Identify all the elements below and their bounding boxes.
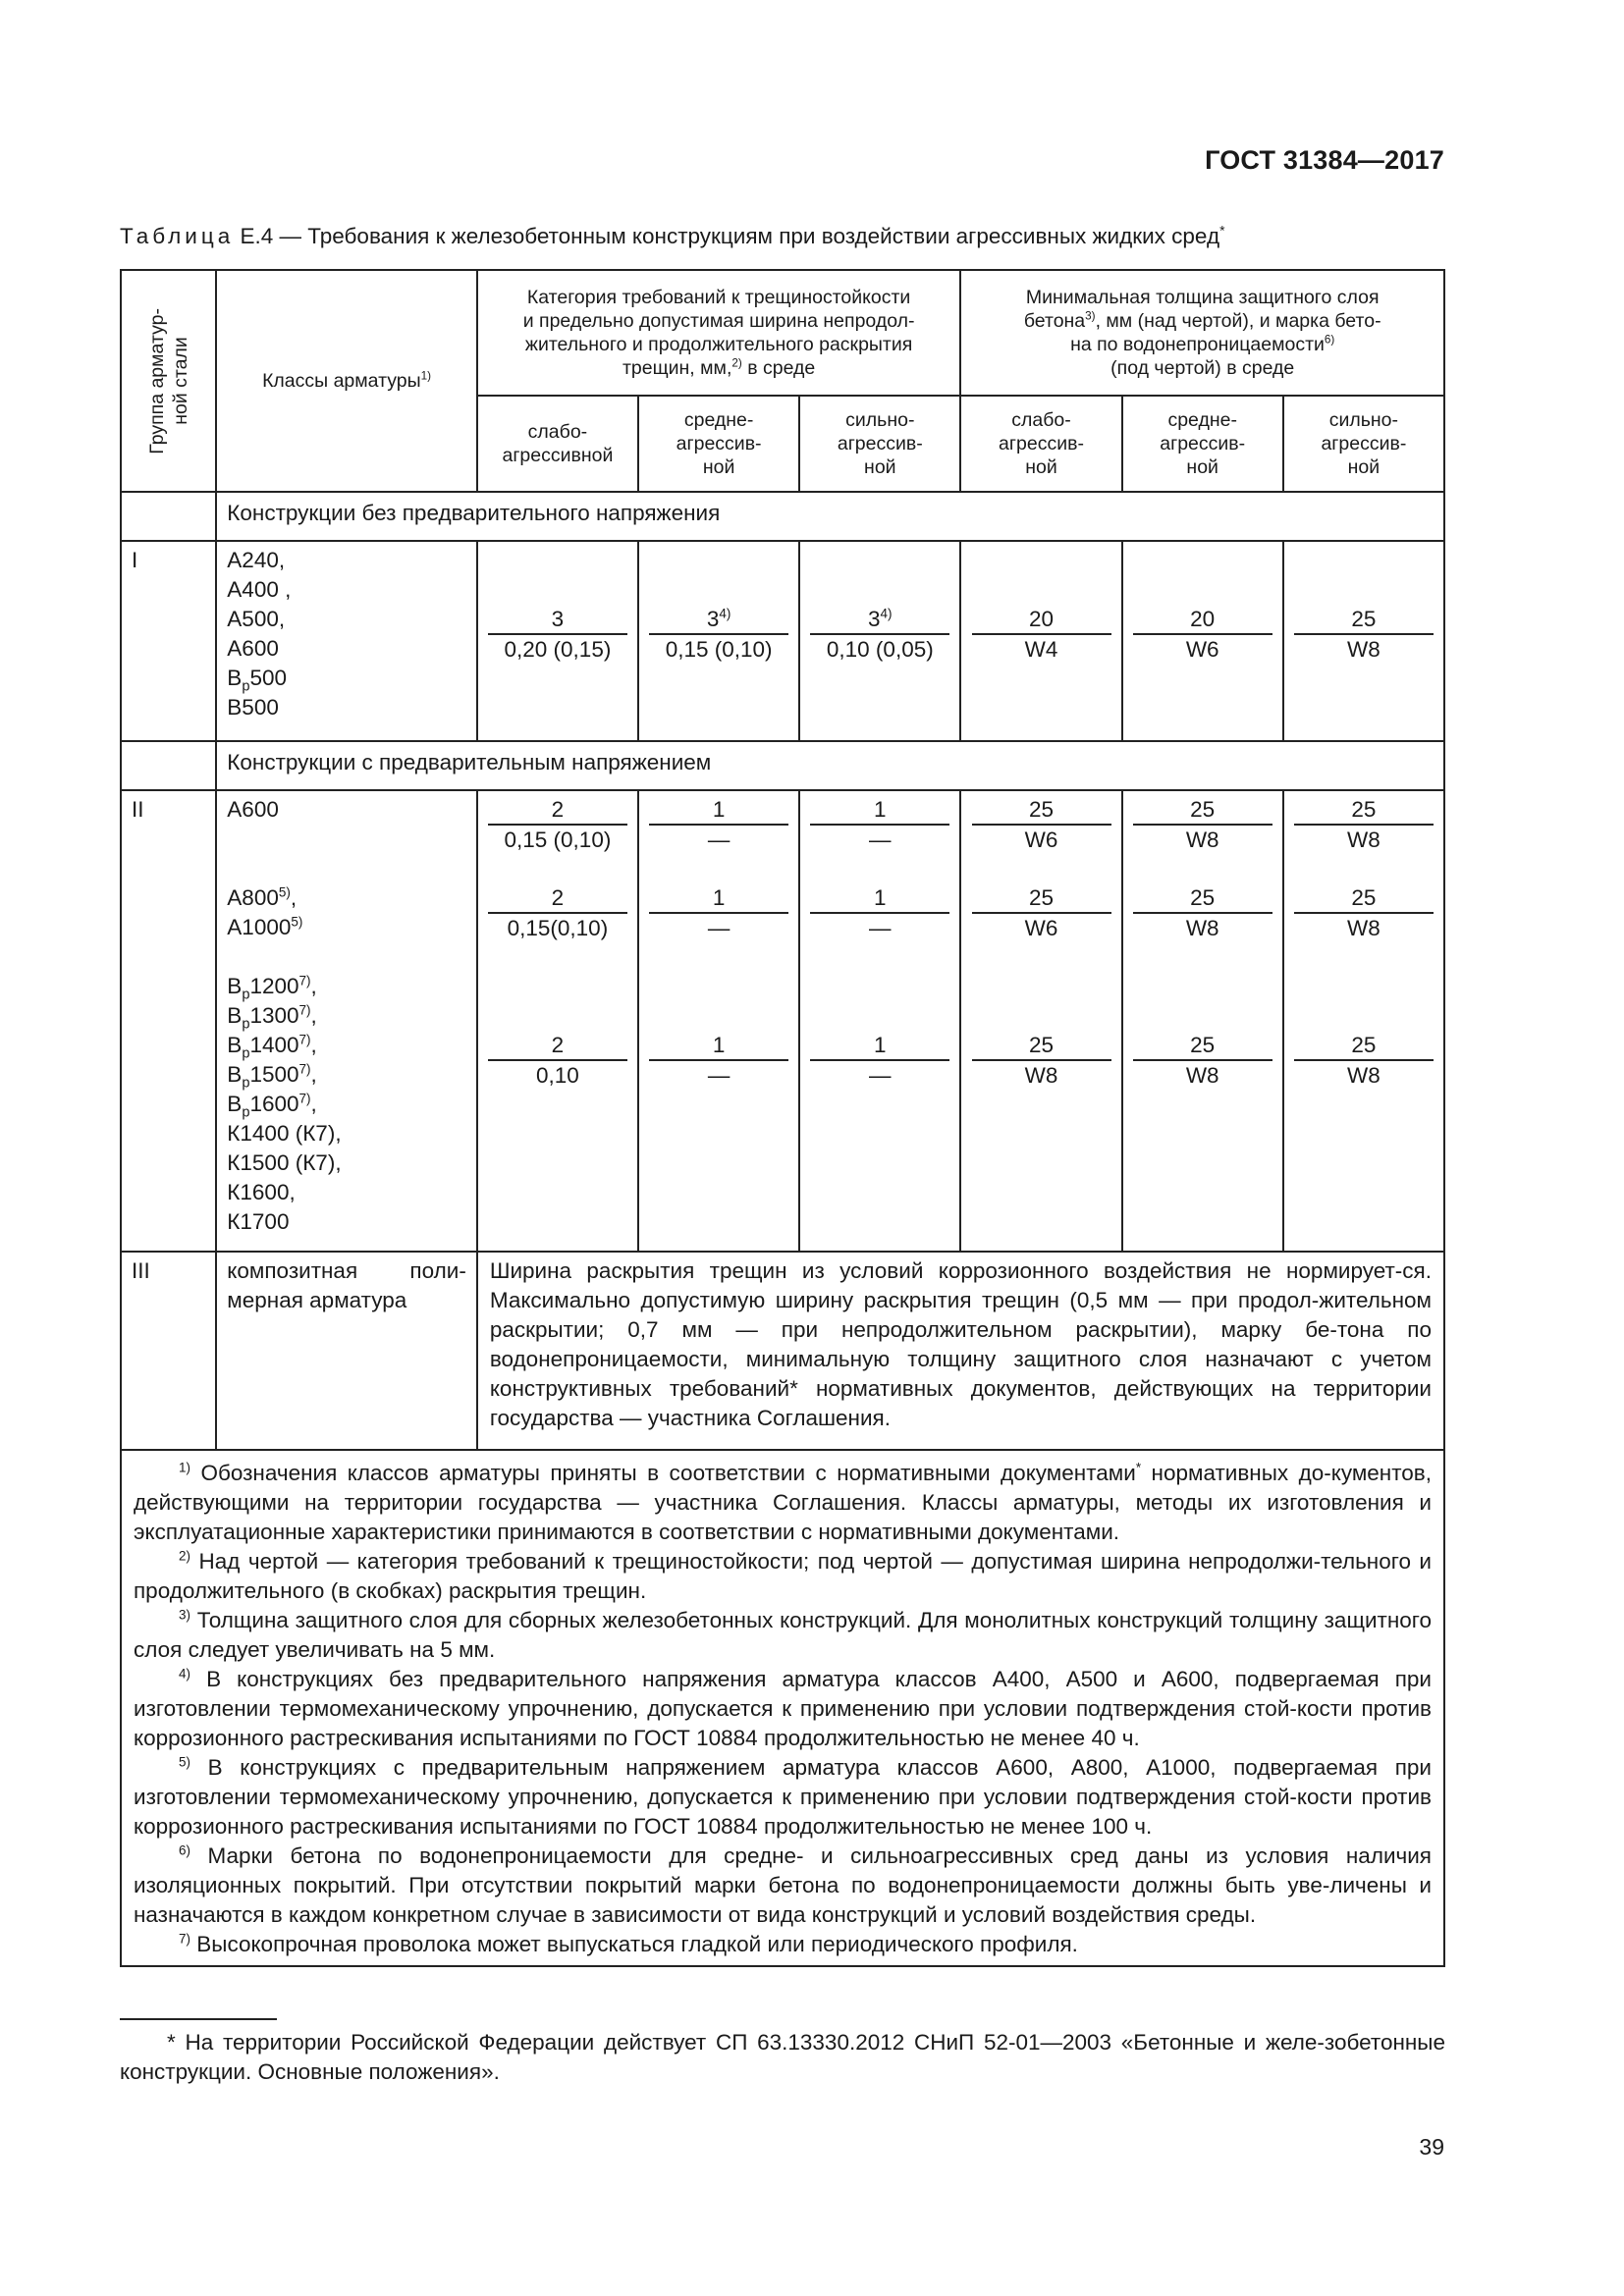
page-footnote: * На территории Российской Федерации действует СП 63.13330.2012 СНиП 52-01—2003 «Бетонные и желе-зобетонные конструкции. Основные положения». — [120, 2030, 1445, 2084]
class-label: К1600, — [227, 1180, 296, 1204]
section-empty-cell — [121, 492, 216, 541]
note-1 — [134, 1459, 1432, 1547]
numerator: 25 — [1294, 796, 1434, 826]
footnote-ref: 2) — [179, 1548, 191, 1564]
footnote-ref: 1) — [179, 1460, 191, 1475]
fraction — [800, 605, 959, 664]
footnote-ref: * — [1135, 1460, 1142, 1475]
denominator: 0,15 (0,10) — [665, 637, 773, 662]
subheader-cover-medium: средне- агрессив- ной — [1122, 396, 1283, 492]
class-subscript: р — [242, 1016, 250, 1033]
subheader-crack-weak: слабо- агрессивной — [477, 396, 638, 492]
fraction — [961, 1031, 1120, 1090]
class-label — [227, 1031, 466, 1060]
header-cover-line — [965, 309, 1439, 333]
class-label — [227, 1001, 466, 1031]
numerator: 25 — [1294, 1032, 1434, 1061]
numerator: 25 — [1133, 796, 1272, 826]
fraction — [961, 795, 1120, 854]
class-letter: В — [227, 1033, 243, 1057]
page-number: 39 — [1419, 2134, 1444, 2160]
note-7 — [134, 1930, 1432, 1959]
numerator-value: 3 — [706, 607, 720, 631]
group-label: III — [121, 1252, 216, 1450]
header-cover-text: на по водонепроницаемости — [1070, 334, 1325, 355]
header-classes — [216, 270, 477, 492]
subheader-cover-strong: сильно- агрессив- ной — [1283, 396, 1444, 492]
header-cover-text: бетона — [1023, 310, 1086, 332]
footnote-ref: 6) — [1324, 333, 1335, 347]
numerator: 25 — [1294, 606, 1434, 635]
numerator: 1 — [810, 884, 949, 914]
footnote-ref: 7) — [179, 1931, 191, 1947]
numerator — [810, 606, 949, 635]
footnote-ref: 5) — [291, 914, 303, 930]
value-cell — [638, 790, 799, 1252]
group-label: II — [121, 790, 216, 1252]
value-cell — [1283, 541, 1444, 741]
class-label: А240, — [227, 548, 286, 572]
fraction — [478, 883, 637, 942]
denominator: W4 — [1024, 637, 1058, 662]
class-label: В500 — [227, 695, 279, 720]
denominator: 0,20 (0,15) — [504, 637, 612, 662]
class-label: мерная арматура — [227, 1288, 407, 1312]
value-cell — [960, 790, 1121, 1252]
numerator: 25 — [1294, 884, 1434, 914]
header-crack-line: и предельно допустимая ширина непродол- — [522, 310, 915, 332]
class-name: А1000 — [227, 915, 292, 939]
denominator: — — [707, 916, 731, 940]
header-crack-text: в среде — [741, 357, 816, 379]
numerator: 25 — [1133, 884, 1272, 914]
class-label: композитная поли- — [227, 1258, 466, 1283]
footnote-ref: 7) — [298, 1002, 311, 1018]
class-letter: В — [227, 666, 243, 690]
value-cell — [799, 541, 960, 741]
fraction — [478, 605, 637, 664]
fraction — [639, 1031, 798, 1090]
class-number: 1600 — [249, 1092, 299, 1116]
denominator: W8 — [1185, 1063, 1219, 1088]
denominator: — — [869, 1063, 892, 1088]
fraction — [1284, 795, 1443, 854]
section-non-prestressed: Конструкции без предварительного напряжения — [216, 492, 1444, 541]
class-label — [227, 972, 466, 1001]
fraction — [1284, 605, 1443, 664]
class-letter: В — [227, 974, 243, 998]
caption-prefix: Таблица — [120, 224, 235, 248]
header-cover-line — [965, 333, 1439, 356]
spacer — [227, 825, 466, 883]
denominator: — — [707, 1063, 731, 1088]
numerator: 1 — [649, 796, 788, 826]
numerator: 1 — [649, 1032, 788, 1061]
note-text: В конструкциях без предварительного напряжения арматура классов А400, А500 и А600, подвергаемая при изготовлении термомеханическому упрочнению, допускается к применению при условии подтверждения стой-кости против коррозионного растрескивания испытаниями по ГОСТ 10884 продолжительностью не менее 40 ч. — [134, 1667, 1432, 1750]
numerator: 20 — [1133, 606, 1272, 635]
footnote-separator — [120, 2018, 277, 2020]
fraction — [639, 795, 798, 854]
section-prestressed: Конструкции с предварительным напряжением — [216, 741, 1444, 790]
header-steel-group — [121, 270, 216, 492]
fraction — [800, 1031, 959, 1090]
denominator: W8 — [1347, 1063, 1380, 1088]
footnote-ref: 7) — [298, 1091, 311, 1106]
value-cell — [1283, 790, 1444, 1252]
class-letter: В — [227, 1062, 243, 1087]
fraction — [1123, 795, 1282, 854]
header-steel-group-text: Группа арматур- ной стали — [145, 307, 191, 454]
numerator: 25 — [1133, 1032, 1272, 1061]
numerator: 1 — [810, 796, 949, 826]
note-text: В конструкциях с предварительным напряжением арматура классов А600, А800, А1000, подвергаемая при изготовлении термомеханическому упрочнению, допускается к применению при условии подтверждения стой-кости против коррозионного растрескивания испытаниями по ГОСТ 10884 продолжительностью не менее 100 ч. — [134, 1755, 1432, 1839]
note-3 — [134, 1606, 1432, 1665]
group1-classes — [216, 541, 477, 741]
note-text: Обозначения классов арматуры приняты в соответствии с нормативными документами — [190, 1461, 1136, 1485]
class-letter: В — [227, 1092, 243, 1116]
class-label: К1400 (К7), — [227, 1121, 342, 1146]
class-tail: , — [310, 1003, 317, 1028]
class-subscript: р — [242, 1075, 250, 1092]
footnote-ref: 6) — [179, 1842, 191, 1858]
header-crack-line: жительного и продолжительного раскрытия — [524, 334, 913, 355]
denominator: — — [869, 828, 892, 852]
class-tail: , — [290, 885, 298, 910]
class-tail: , — [310, 974, 317, 998]
fraction — [478, 1031, 637, 1090]
subheader-crack-strong: сильно- агрессив- ной — [799, 396, 960, 492]
class-tail: , — [310, 1033, 317, 1057]
header-crack-line — [482, 356, 956, 380]
fraction — [639, 605, 798, 664]
denominator: W6 — [1185, 637, 1219, 662]
header-cover-line: (под чертой) в среде — [1110, 357, 1295, 379]
header-cover-text: , мм (над чертой), и марка бето- — [1095, 310, 1381, 332]
fraction — [1284, 1031, 1443, 1090]
denominator: W8 — [1347, 828, 1380, 852]
numerator: 20 — [972, 606, 1111, 635]
note-2 — [134, 1547, 1432, 1606]
fraction — [1123, 605, 1282, 664]
composite-requirements-text: Ширина раскрытия трещин из условий коррозионного воздействия не нормирует-ся. Максимально допустимую ширину раскрытия трещин (0,5 мм — при продол-жительном раскрытии; 0,7 мм — при непродолжительном раскрытии), марку бе-тона по водонепроницаемости, минимальную толщину защитного слоя назначают с учетом конструктивных требований* нормативных документов, действующих на территории государства — участника Соглашения. — [477, 1252, 1444, 1450]
note-text: Над чертой — категория требований к трещиностойкости; под чертой — допустимая ширина непродолжи-тельного и продолжительного (в скобках) раскрытия трещин. — [134, 1549, 1432, 1603]
numerator: 1 — [810, 1032, 949, 1061]
fraction — [639, 883, 798, 942]
footnote-ref: 3) — [179, 1607, 191, 1623]
document-id: ГОСТ 31384—2017 — [1205, 145, 1444, 175]
denominator: — — [707, 828, 731, 852]
denominator: W6 — [1024, 828, 1058, 852]
note-text: Марки бетона по водонепроницаемости для средне- и сильноагрессивных сред даны из условия наличия изоляционных покрытий. При отсутствии покрытий марки бетона по водонепроницаемости должны быть уве-личены и назначаются в каждом конкретном случае в зависимости от вида конструкций и условий воздействия среды. — [134, 1843, 1432, 1927]
denominator: — — [869, 916, 892, 940]
footnote-ref: 2) — [731, 356, 742, 370]
class-subscript: р — [242, 987, 250, 1003]
table-notes — [121, 1450, 1444, 1966]
value-cell — [799, 790, 960, 1252]
numerator: 25 — [972, 1032, 1111, 1061]
header-cover-line: Минимальная толщина защитного слоя — [1025, 287, 1380, 308]
group2-classes — [216, 790, 477, 1252]
class-label: А600 — [227, 636, 279, 661]
numerator — [649, 606, 788, 635]
requirements-table — [120, 269, 1445, 1967]
value-cell — [1122, 790, 1283, 1252]
footnote-ref: 4) — [179, 1666, 191, 1682]
numerator: 25 — [972, 884, 1111, 914]
class-label: К1500 (К7), — [227, 1150, 342, 1175]
class-number: 1500 — [249, 1062, 299, 1087]
denominator: W8 — [1347, 637, 1380, 662]
denominator: 0,15 (0,10) — [504, 828, 612, 852]
group-label: I — [121, 541, 216, 741]
footnote-ref: 7) — [298, 1061, 311, 1077]
numerator: 2 — [488, 796, 627, 826]
numerator: 25 — [972, 796, 1111, 826]
note-6 — [134, 1842, 1432, 1930]
numerator: 3 — [488, 606, 627, 635]
value-cell — [638, 541, 799, 741]
note-5 — [134, 1753, 1432, 1842]
class-label — [227, 1090, 466, 1119]
class-tail: , — [310, 1062, 317, 1087]
section-empty-cell — [121, 741, 216, 790]
numerator-value: 3 — [868, 607, 881, 631]
class-label — [227, 883, 466, 913]
fraction — [800, 795, 959, 854]
footnote-ref: 1) — [420, 369, 432, 383]
header-cover-thickness — [960, 270, 1444, 396]
class-name: А800 — [227, 885, 279, 910]
caption-title: — Требования к железобетонным конструкциям при воздействии агрессивных жидких сред — [273, 224, 1220, 248]
class-number: 1400 — [249, 1033, 299, 1057]
class-letter: В — [227, 1003, 243, 1028]
note-text: нормативных до-кументов, действующими на территории государства — участника Соглашения. Классы арматуры, методы их изготовления и эксплуатационные характеристики принимаются в соответствии с нормативными документами. — [134, 1461, 1432, 1544]
class-number: 1300 — [249, 1003, 299, 1028]
value-cell — [477, 541, 638, 741]
denominator: W8 — [1185, 828, 1219, 852]
class-label — [227, 913, 466, 942]
class-label: К1700 — [227, 1209, 290, 1234]
fraction — [1123, 883, 1282, 942]
numerator: 2 — [488, 884, 627, 914]
group3-classes — [216, 1252, 477, 1450]
fraction — [1284, 883, 1443, 942]
class-label: А600 — [227, 797, 279, 822]
denominator: W8 — [1185, 916, 1219, 940]
class-label — [227, 1060, 466, 1090]
denominator: 0,10 (0,05) — [826, 637, 934, 662]
subheader-crack-medium: средне- агрессив- ной — [638, 396, 799, 492]
header-crack-line: Категория требований к трещиностойкости — [526, 287, 911, 308]
note-text: Толщина защитного слоя для сборных железобетонных конструкций. Для монолитных конструкций толщину защитного слоя следует увеличивать на 5 мм. — [134, 1608, 1432, 1662]
note-text: Высокопрочная проволока может выпускаться гладкой или периодического профиля. — [190, 1932, 1078, 1956]
denominator: 0,15(0,10) — [507, 916, 609, 940]
footnote-ref: 4) — [719, 606, 731, 621]
table-caption — [120, 224, 1445, 249]
footnote-ref: 7) — [298, 1032, 311, 1047]
caption-footnote-mark: * — [1219, 222, 1225, 239]
fraction — [800, 883, 959, 942]
class-subscript: р — [242, 1104, 250, 1121]
footnote-ref: 5) — [179, 1754, 191, 1770]
class-label — [227, 664, 466, 693]
class-label: А400 , — [227, 577, 292, 602]
fraction — [961, 605, 1120, 664]
footnote-ref: 5) — [278, 884, 291, 900]
class-number: 1200 — [249, 974, 299, 998]
class-tail: , — [310, 1092, 317, 1116]
header-crack-text: трещин, мм, — [622, 357, 732, 379]
fraction — [478, 795, 637, 854]
caption-number: Е.4 — [240, 224, 274, 248]
numerator: 1 — [649, 884, 788, 914]
class-number: 500 — [249, 666, 287, 690]
footnote-ref: 4) — [880, 606, 893, 621]
footnote-ref: 3) — [1085, 309, 1096, 323]
fraction — [1123, 1031, 1282, 1090]
header-classes-text: Классы арматуры — [262, 370, 421, 392]
class-subscript: р — [242, 678, 250, 695]
class-subscript: р — [242, 1045, 250, 1062]
denominator: W6 — [1024, 916, 1058, 940]
footnote-ref: 7) — [298, 973, 311, 988]
value-cell — [1122, 541, 1283, 741]
spacer — [227, 942, 466, 972]
denominator: W8 — [1347, 916, 1380, 940]
numerator: 2 — [488, 1032, 627, 1061]
class-label: А500, — [227, 607, 286, 631]
subheader-cover-weak: слабо- агрессив- ной — [960, 396, 1121, 492]
value-cell — [477, 790, 638, 1252]
denominator: 0,10 — [536, 1063, 579, 1088]
fraction — [961, 883, 1120, 942]
note-4 — [134, 1665, 1432, 1753]
header-crack-resistance — [477, 270, 961, 396]
denominator: W8 — [1024, 1063, 1058, 1088]
value-cell — [960, 541, 1121, 741]
